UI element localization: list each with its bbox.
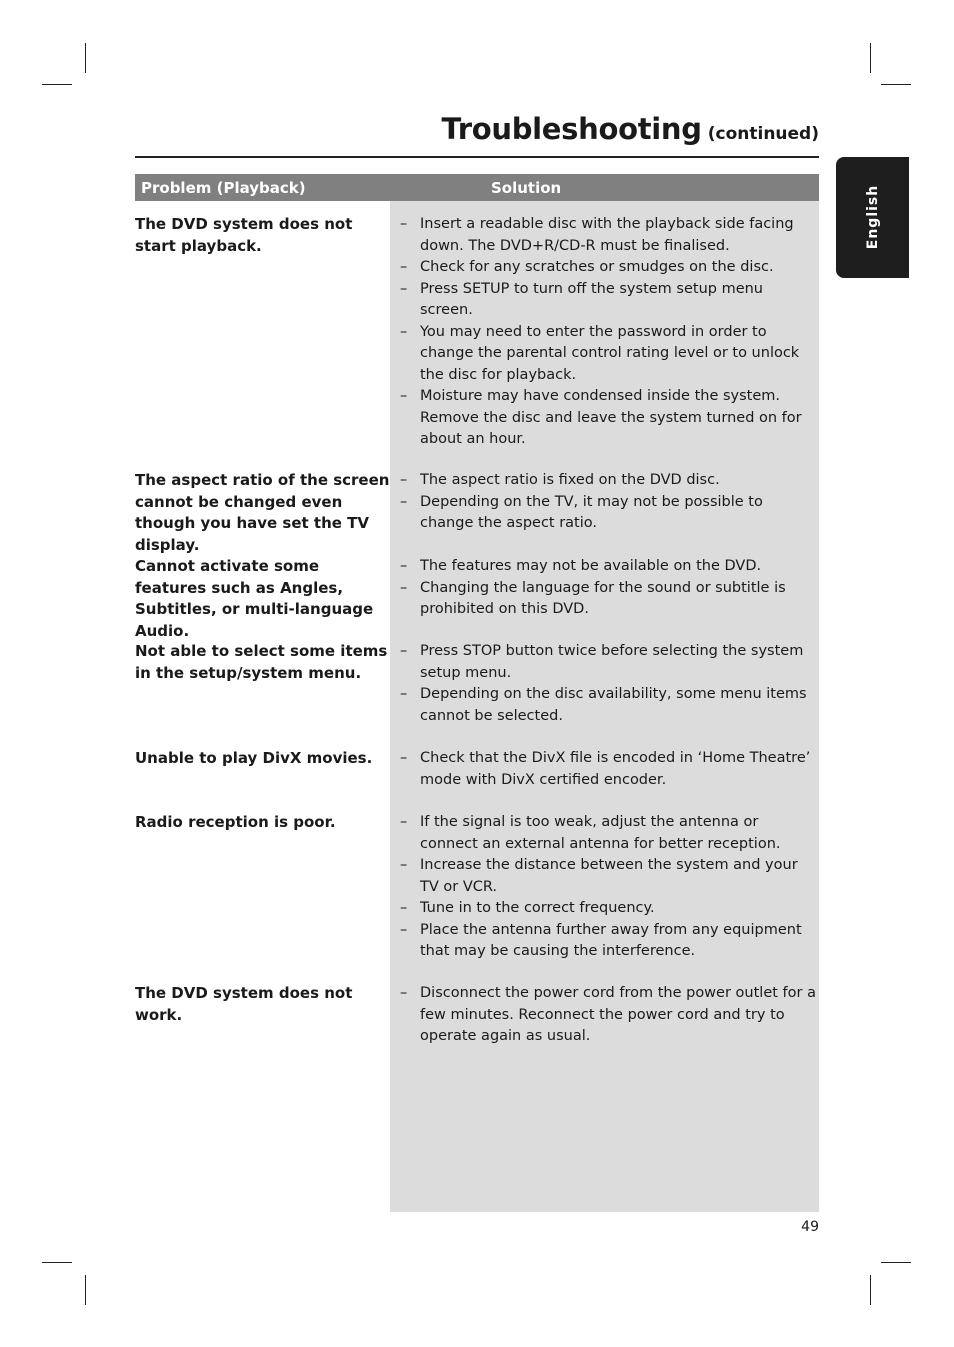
problem-text: The DVD system does not work. <box>135 984 353 1024</box>
problem-text: Unable to play DivX movies. <box>135 749 373 767</box>
solution-list <box>398 470 818 535</box>
solution-item: – Depending on the disc availability, some menu items cannot be selected. <box>398 684 818 727</box>
solution-list <box>398 556 818 621</box>
solution-item: – Increase the distance between the system and your TV or VCR. <box>398 855 818 898</box>
problem-text: Cannot activate some features such as Angles, Subtitles, or multi-language Audio. <box>135 557 374 640</box>
solution-item: – Changing the language for the sound or subtitle is prohibited on this DVD. <box>398 578 818 621</box>
title-subtitle: (continued) <box>707 124 819 144</box>
column-header-problem: Problem (Playback) <box>141 179 306 197</box>
problem-text: The DVD system does not start playback. <box>135 215 353 255</box>
crop-mark <box>881 84 911 85</box>
solution-item: – Press STOP button twice before selecting the system setup menu. <box>398 641 818 684</box>
solution-item: – Press SETUP to turn off the system setup menu screen. <box>398 279 818 322</box>
solution-item: – Insert a readable disc with the playback side facing down. The DVD+R/CD-R must be finalised. <box>398 214 818 257</box>
page-title <box>135 112 819 158</box>
solution-item: – Place the antenna further away from any equipment that may be causing the interference. <box>398 920 818 963</box>
solution-item: – The features may not be available on the DVD. <box>398 556 818 578</box>
crop-mark <box>881 1262 911 1263</box>
crop-mark <box>870 43 871 73</box>
page-number: 49 <box>801 1219 819 1235</box>
crop-mark <box>42 84 72 85</box>
problem-text: The aspect ratio of the screen cannot be changed even though you have set the TV display. <box>135 471 390 554</box>
crop-mark <box>870 1275 871 1305</box>
solution-item: – Tune in to the correct frequency. <box>398 898 818 920</box>
solution-item: – You may need to enter the password in order to change the parental control rating level or to unlock the disc for playback. <box>398 322 818 387</box>
solution-list <box>398 983 818 1048</box>
solution-list <box>398 748 818 791</box>
solution-list <box>398 812 818 963</box>
solution-list <box>398 641 818 727</box>
solution-item: – Depending on the TV, it may not be possible to change the aspect ratio. <box>398 492 818 535</box>
solution-item: – The aspect ratio is fixed on the DVD disc. <box>398 470 818 492</box>
solution-item: – Disconnect the power cord from the power outlet for a few minutes. Reconnect the power cord and try to operate again as usual. <box>398 983 818 1048</box>
solution-item: – Check that the DivX file is encoded in ‘Home Theatre’ mode with DivX certified encoder. <box>398 748 818 791</box>
solution-list <box>398 214 818 451</box>
solution-item: – Check for any scratches or smudges on the disc. <box>398 257 818 279</box>
title-text: Troubleshooting <box>441 112 702 146</box>
crop-mark <box>42 1262 72 1263</box>
crop-mark <box>85 1275 86 1305</box>
problem-text: Not able to select some items in the setup/system menu. <box>135 642 388 682</box>
solution-item: – If the signal is too weak, adjust the antenna or connect an external antenna for better reception. <box>398 812 818 855</box>
language-tab-label: English <box>864 184 881 250</box>
solution-item: – Moisture may have condensed inside the system. Remove the disc and leave the system turned on for about an hour. <box>398 386 818 451</box>
crop-mark <box>85 43 86 73</box>
language-tab <box>836 157 909 278</box>
table-header <box>135 174 819 201</box>
column-header-solution: Solution <box>491 179 562 197</box>
problem-text: Radio reception is poor. <box>135 813 336 831</box>
